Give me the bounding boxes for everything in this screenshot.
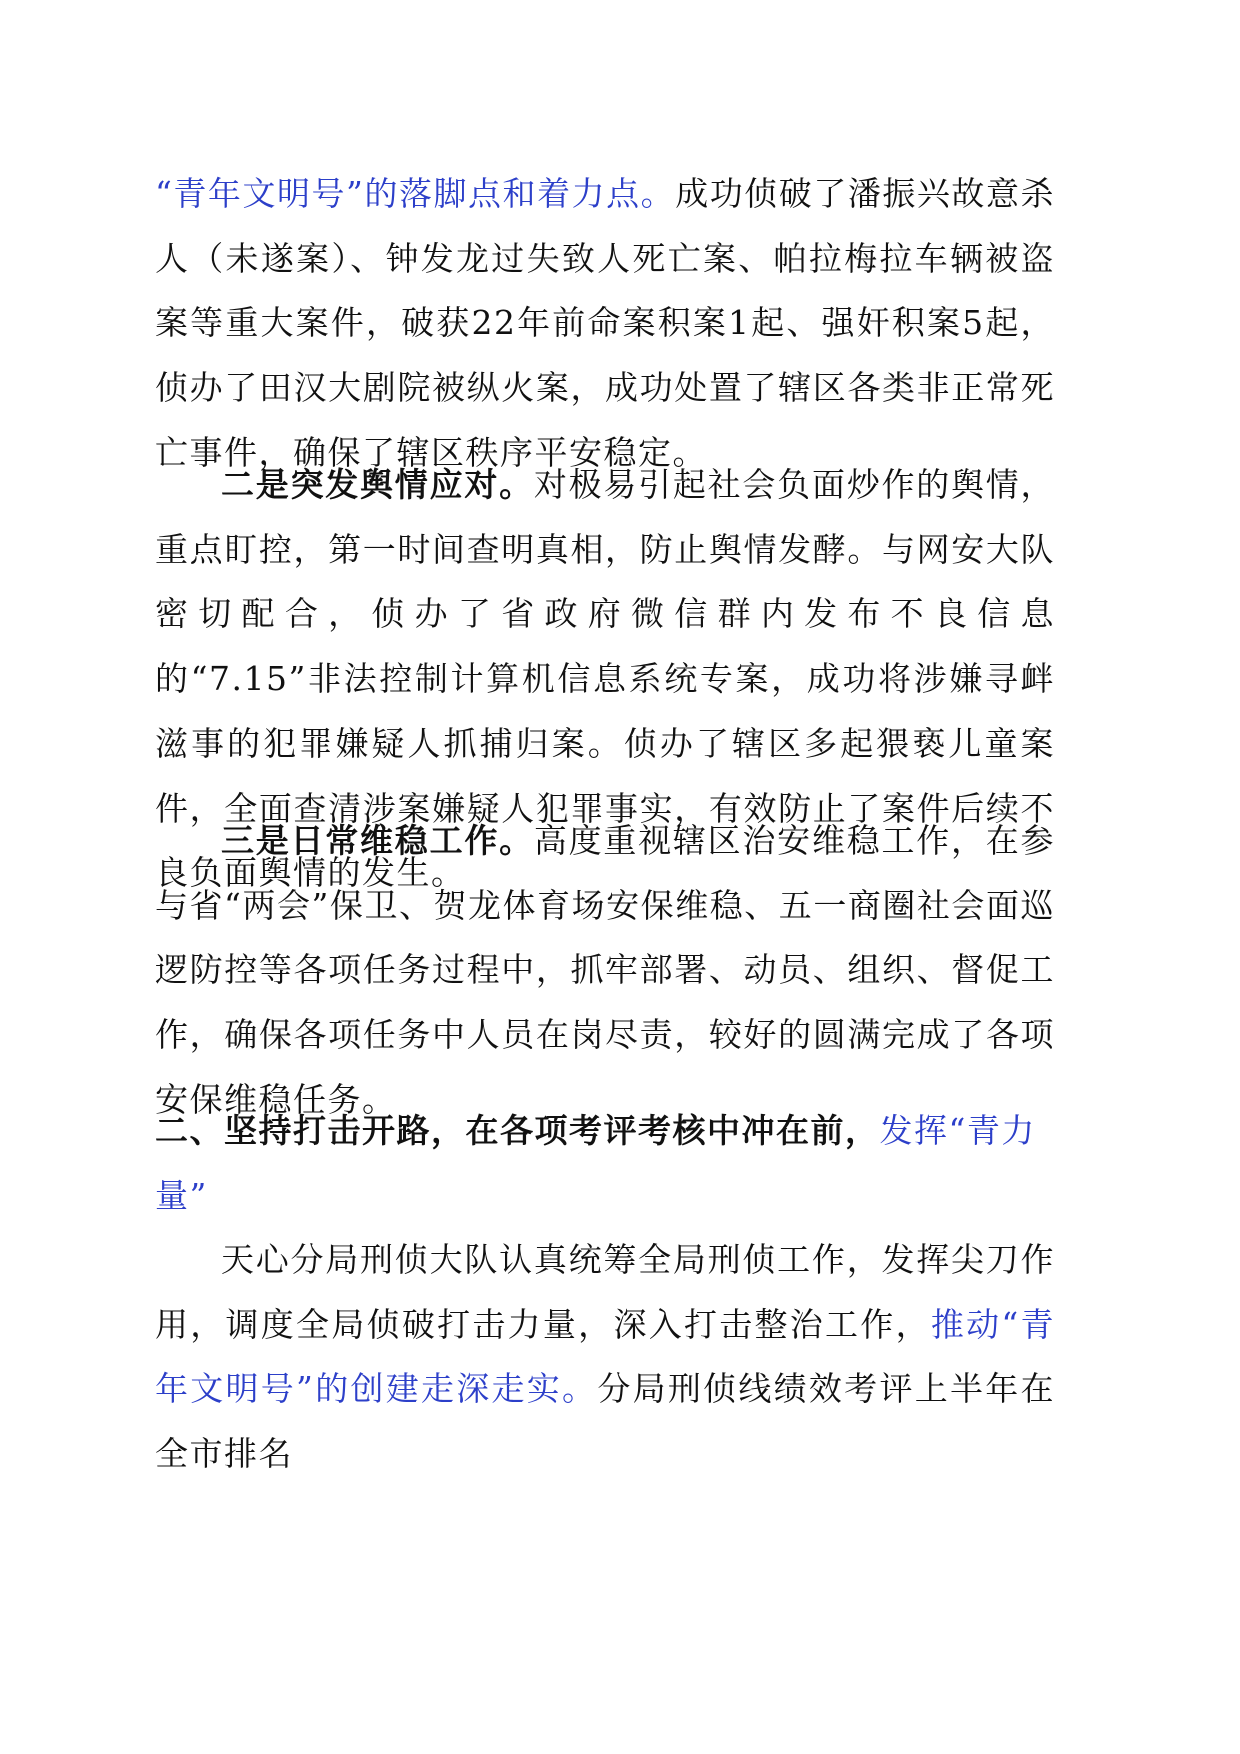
paragraph-bureau-work [155,1228,1055,1487]
section-heading [155,1099,1055,1228]
paragraph-text: 天心分局刑侦大队认真统筹全局刑侦工作，发挥尖刀作用，调度全局侦破打击力量，深入打击整治工作， [155,1240,1055,1344]
paragraph-text: 对极易引起社会负面炒作的舆情，重点盯控，第一时间查明真相，防止舆情发酵。与网安大队密切配合，侦办了省政府微信群内发布不良信息的“7.15”非法控制计算机信息系统专案，成功将涉嫌寻衅滋事的犯罪嫌疑人抓捕归案。侦办了辖区多起猥亵儿童案件，全面查清涉案嫌疑人犯罪事实，有效防止了案件后续不良负面舆情的发生。 [155,465,1056,893]
heading-main: 二、坚持打击开路，在各项考评考核中冲在前， [155,1111,880,1150]
heading-highlight: 发挥“青力量” [155,1111,1036,1215]
highlight-text: 推动“青年文明号”的创建走深走实。 [155,1304,1056,1409]
paragraph-stability-work [155,809,1055,1133]
paragraph-lead: 二是突发舆情应对。 [221,465,534,504]
paragraph-text: 分局刑侦线绩效考评上半年在全市排名 [155,1369,1056,1474]
paragraph-case-results [155,162,1055,486]
paragraph-lead: 三是日常维稳工作。 [221,821,534,860]
highlight-text: “青年文明号”的落脚点和着力点。 [155,174,676,213]
paragraph-text: 成功侦破了潘振兴故意杀人（未遂案）、钟发龙过失致人死亡案、帕拉梅拉车辆被盗案等重大案件，破获22年前命案积案1起、强奸积案5起，侦办了田汉大剧院被纵火案，成功处置了辖区各类非正常死亡事件，确保了辖区秩序平安稳定。 [155,174,1055,472]
paragraph-text: 高度重视辖区治安维稳工作，在参与省“两会”保卫、贺龙体育场安保维稳、五一商圈社会面巡逻防控等各项任务过程中，抓牢部署、动员、组织、督促工作，确保各项任务中人员在岗尽责，较好的圆满完成了各项安保维稳任务。 [155,821,1056,1119]
